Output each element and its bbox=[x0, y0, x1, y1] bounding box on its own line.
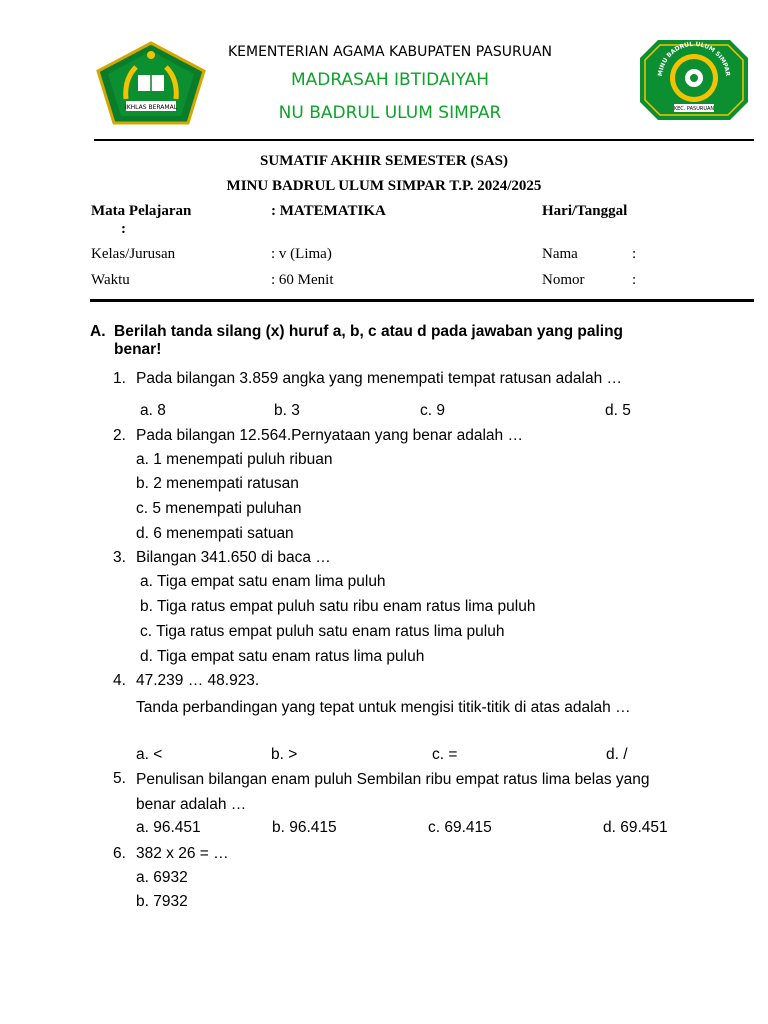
svg-text:IKHLAS BERAMAL: IKHLAS BERAMAL bbox=[124, 104, 178, 111]
option-a: a. 96.451 bbox=[136, 819, 201, 836]
option-a: a. 8 bbox=[140, 402, 166, 419]
question-text: 47.239 … 48.923. bbox=[136, 672, 260, 689]
info-divider bbox=[90, 299, 754, 302]
number-colon: : bbox=[632, 272, 637, 288]
option-c: c. 5 menempati puluhan bbox=[136, 500, 302, 517]
question-number: 3. bbox=[113, 549, 126, 566]
option-a: a. Tiga empat satu enam lima puluh bbox=[140, 573, 386, 590]
name-label: Nama bbox=[542, 246, 578, 262]
question-number: 2. bbox=[113, 427, 126, 444]
exam-subtitle: MINU BADRUL ULUM SIMPAR T.P. 2024/2025 bbox=[226, 178, 542, 194]
question-number: 6. bbox=[113, 845, 126, 862]
option-c: c. = bbox=[432, 746, 458, 763]
option-d: d. 6 menempati satuan bbox=[136, 525, 294, 542]
question-text: Pada bilangan 12.564.Pernyataan yang benar adalah … bbox=[136, 427, 523, 444]
option-b: b. Tiga ratus empat puluh satu ribu enam ratus lima puluh bbox=[140, 598, 536, 615]
subject-label: Mata Pelajaran bbox=[91, 203, 192, 219]
question-text: 382 x 26 = … bbox=[136, 845, 229, 862]
school-name-line1: MADRASAH IBTIDAIYAH bbox=[290, 70, 490, 90]
option-d: d. / bbox=[606, 746, 628, 763]
exam-title: SUMATIF AKHIR SEMESTER (SAS) bbox=[260, 153, 508, 169]
number-label: Nomor bbox=[542, 272, 585, 288]
time-label: Waktu bbox=[91, 272, 130, 288]
option-b: b. > bbox=[271, 746, 298, 763]
option-d: d. Tiga empat satu enam ratus lima puluh bbox=[140, 648, 425, 665]
option-c: c. Tiga ratus empat puluh satu enam ratus lima puluh bbox=[140, 623, 505, 640]
subject-label-colon: : bbox=[121, 221, 126, 237]
svg-text:MINU BADRUL ULUM SIMPAR: MINU BADRUL ULUM SIMPAR bbox=[656, 40, 732, 77]
question-text: Pada bilangan 3.859 angka yang menempati tempat ratusan adalah … bbox=[136, 370, 623, 387]
option-a: a. 1 menempati puluh ribuan bbox=[136, 451, 333, 468]
option-a: a. 6932 bbox=[136, 869, 188, 886]
question-number: 1. bbox=[113, 370, 126, 387]
option-b: b. 2 menempati ratusan bbox=[136, 475, 299, 492]
option-c: c. 69.415 bbox=[428, 819, 492, 836]
question-text: Bilangan 341.650 di baca … bbox=[136, 549, 331, 566]
time-value: : 60 Menit bbox=[271, 272, 334, 288]
question-number: 5. bbox=[113, 770, 126, 787]
option-d: d. 69.451 bbox=[603, 819, 668, 836]
option-b: b. 7932 bbox=[136, 893, 188, 910]
header-divider bbox=[94, 139, 754, 141]
class-label: Kelas/Jurusan bbox=[91, 246, 176, 262]
option-b: b. 96.415 bbox=[272, 819, 337, 836]
section-text: Berilah tanda silang (x) huruf a, b, c atau d pada jawaban yang paling benar! bbox=[114, 323, 624, 358]
option-d: d. 5 bbox=[605, 402, 631, 419]
ministry-name: KEMENTERIAN AGAMA KABUPATEN PASURUAN bbox=[227, 44, 553, 60]
svg-text:KEC. PASURUAN: KEC. PASURUAN bbox=[673, 106, 715, 112]
school-name-line2: NU BADRUL ULUM SIMPAR bbox=[278, 103, 502, 123]
option-b: b. 3 bbox=[274, 402, 300, 419]
question-number: 4. bbox=[113, 672, 126, 689]
section-letter: A. bbox=[90, 323, 106, 340]
option-a: a. < bbox=[136, 746, 163, 763]
class-value: : v (Lima) bbox=[271, 246, 332, 262]
name-colon: : bbox=[632, 246, 637, 262]
option-c: c. 9 bbox=[420, 402, 445, 419]
question-text: Penulisan bilangan enam puluh Sembilan ribu empat ratus lima belas yang benar adalah … bbox=[136, 771, 650, 813]
day-label: Hari/Tanggal bbox=[542, 203, 628, 219]
question-text-2: Tanda perbandingan yang tepat untuk mengisi titik-titik di atas adalah … bbox=[136, 699, 631, 716]
subject-value: : MATEMATIKA bbox=[271, 203, 386, 219]
